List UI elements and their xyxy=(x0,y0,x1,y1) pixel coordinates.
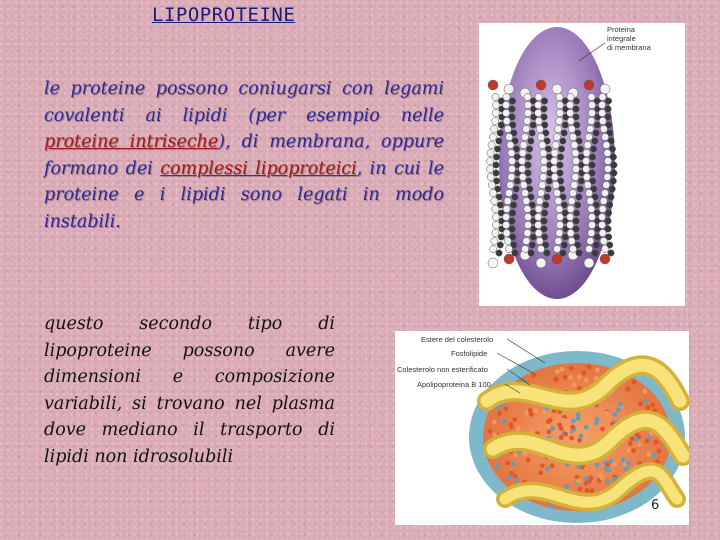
membrane-label-line2: integrale xyxy=(607,34,636,43)
label-fosfolipide: Fosfolipide xyxy=(451,349,488,358)
label-colesterolo-non-esterificato: Colesterolo non esterificato xyxy=(397,365,488,374)
membrane-label-line3: di membrana xyxy=(607,43,651,52)
page-title: LIPOPROTEINE xyxy=(152,4,296,26)
membrane-protein-illustration xyxy=(479,23,685,306)
intro-paragraph xyxy=(44,76,444,235)
membrane-protein-figure xyxy=(479,23,685,306)
proteine-intriseche-link[interactable]: proteine intriseche xyxy=(44,132,219,152)
lipoprotein-figure xyxy=(395,331,689,525)
membrane-label-line1: Proteina xyxy=(607,25,635,34)
complessi-lipoproteici-link[interactable]: complessi lipoproteici xyxy=(160,158,357,179)
lipoprotein-paragraph: questo secondo tipo di lipoproteine possono avere dimensioni e composizione variabili, si trovano nel plasma dove mediano il trasporto di lipidi non idrosolubili xyxy=(44,314,335,467)
label-estere-colesterolo: Estere del colesterolo xyxy=(421,335,494,344)
label-apolipoproteina: Apolipoproteina B 100 xyxy=(417,380,491,389)
page-number: 6 xyxy=(651,498,660,513)
lipoprotein-illustration xyxy=(395,331,689,525)
intro-text-2: ), di membrana, oppure formano dei xyxy=(44,132,444,179)
intro-text-1: le proteine possono coniugarsi con legami covalenti ai lipidi (per esempio nelle xyxy=(44,79,444,126)
intro-text-3: , in cui le proteine e i lipidi sono legati in modo instabili. xyxy=(44,158,444,232)
